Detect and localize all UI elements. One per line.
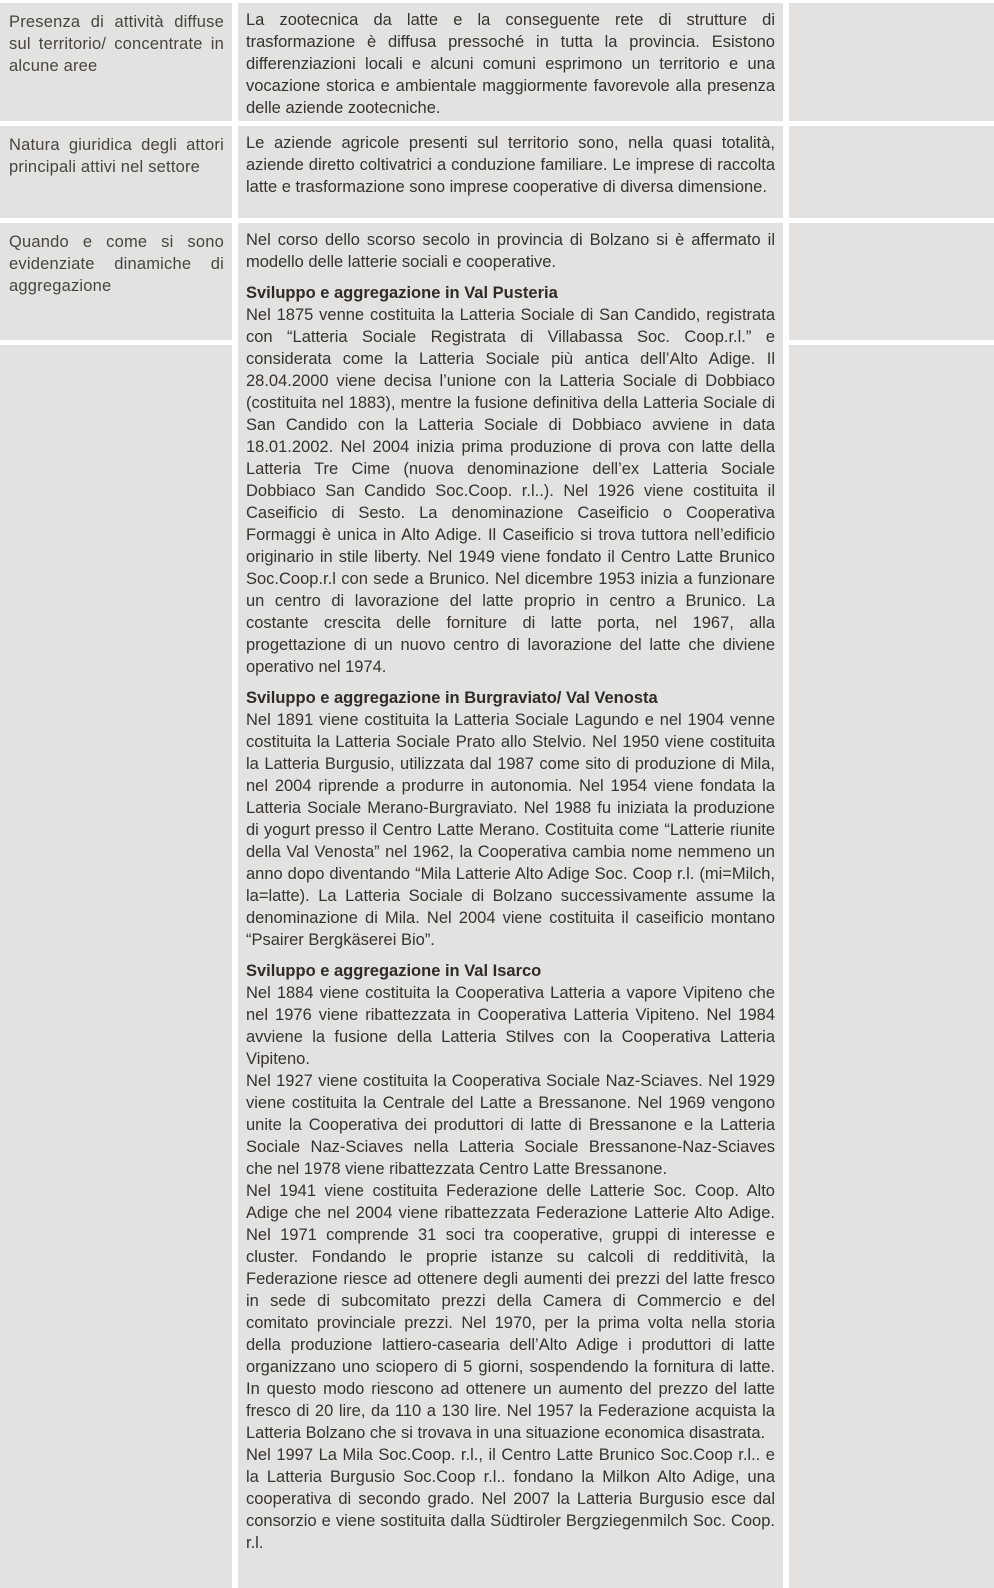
label-cell-presenza-attivita: Presenza di attività diffuse sul territorio/ concentrate in alcune aree — [0, 3, 232, 121]
paragraph: Nel 1941 viene costituita Federazione delle Latterie Soc. Coop. Alto Adige che nel 2004 viene ribattezzata Federazione Latterie Alto Adige. Nel 1971 comprende 31 soci tra cooperative, gruppi di interesse e cluster. Fondando le proprie istanze su calcoli di redditività, la Federazione riesce ad ottenere degli aumenti dei prezzi del latte fresco in sede di subcomitato prezzi della Camera di Commercio e del comitato provinciale prezzi. Nel 1970, per la prima volta nella storia della produzione lattiero-casearia dell’Alto Adige i produttori di latte organizzano uno sciopero di 5 giorni, sospendendo la fornitura di latte. In questo modo riescono ad ottenere un aumento del prezzo del latte fresco di 20 lire, da 110 a 130 lire. Nel 1957 la Federazione acquista la Latteria Bolzano che si trovava in una situazione economica disastrata. — [246, 1182, 775, 1442]
paragraph: Le aziende agricole presenti sul territorio sono, nella quasi totalità, aziende diretto coltivatrici a conduzione familiare. Le imprese di raccolta latte e trasformazione sono imprese cooperative di diversa dimensione. — [246, 134, 775, 196]
paragraph: Nel 1927 viene costituita la Cooperativa Sociale Naz-Sciaves. Nel 1929 viene costituita la Centrale del Latte a Bressanone. Nel 1969 vengono unite la Cooperativa dei produttori di latte di Bressanone e la Latteria Sociale Naz-Sciaves nella Latteria Sociale Bressanone-Naz-Sciaves che nel 1978 viene ribattezzata Centro Latte Bressanone. — [246, 1072, 775, 1178]
paragraph: Nel 1884 viene costituita la Cooperativa Latteria a vapore Vipiteno che nel 1976 viene ribattezzata in Cooperativa Latteria Vipiteno. Nel 1984 avviene la fusione della Latteria Stilves con la Cooperativa Latteria Vipiteno. — [246, 984, 775, 1068]
paragraph: Nel 1875 venne costituita la Latteria Sociale di San Candido, registrata con “Latteria Sociale Registrata di Villabassa Soc. Coop.r.l.” e considerata come la Latteria Sociale più antica dell’Alto Adige. Il 28.04.2000 viene decisa l’unione con la Latteria Sociale di Dobbiaco (costituita nel 1883), mentre la fusione definitiva della Latteria Sociale di San Candido con la Latteria Sociale di Dobbiaco avviene in data 18.01.2002. Nel 2004 inizia prima produzione di prova con latte della Latteria Tre Cime (nuova denominazione dell’ex Latteria Sociale Dobbiaco San Candido Soc.Coop. r.l..). Nel 1926 viene costituita il Caseificio di Sesto. La denominazione Caseificio o Cooperativa Formaggi è unica in Alto Adige. Il Caseificio si trova tuttora nell’edificio originario in stile liberty. Nel 1949 viene fondato il Centro Latte Brunico Soc.Coop.r.l con sede a Brunico. Nel dicembre 1953 inizia a funzionare un centro di lavorazione del latte proprio in centro a Brunico. La costante crescita delle forniture di latte porta, nel 1967, alla progettazione di un nuovo centro di lavorazione del latte che diviene operativo nel 1974. — [246, 306, 775, 676]
notes-cell-row-1 — [789, 3, 994, 121]
section-heading-val-pusteria: Sviluppo e aggregazione in Val Pusteria — [246, 284, 558, 302]
paragraph: La zootecnica da latte e la conseguente rete di strutture di trasformazione è diffusa pressoché in tutta la provincia. Esistono differenziazioni locali e alcuni comuni esprimono un territorio e una vocazione storica e ambientale maggiormente favorevole alla presenza delle aziende zootecniche. — [246, 11, 775, 117]
paragraph: Nel 1997 La Mila Soc.Coop. r.l., il Centro Latte Brunico Soc.Coop r.l.. e la Latteria Burgusio Soc.Coop r.l.. fondano la Milkon Alto Adige, una cooperativa di secondo grado. Nel 2007 la Latteria Burgusio esce dal consorzio e viene sostituita dalla Südtiroler Bergziegenmilch Soc. Coop. r.l. — [246, 1446, 775, 1552]
content-cell-dinamiche-aggregazione — [238, 223, 783, 1588]
section-heading-burgraviato-val-venosta: Sviluppo e aggregazione in Burgraviato/ Val Venosta — [246, 689, 658, 707]
label-cell-natura-giuridica: Natura giuridica degli attori principali attivi nel settore — [0, 126, 232, 218]
label-cell-dinamiche-aggregazione: Quando e come si sono evidenziate dinamiche di aggregazione — [0, 223, 232, 340]
content-cell-presenza-attivita — [238, 3, 783, 121]
label-cell-empty-continuation — [0, 345, 232, 1588]
paragraph: Nel 1891 viene costituita la Latteria Sociale Lagundo e nel 1904 venne costituita la Latteria Sociale Prato allo Stelvio. Nel 1950 viene costituita la Latteria Burgusio, utilizzata dal 1987 come sito di produzione di Mila, nel 2004 riprende a produrre in autonomia. Nel 1954 viene fondata la Latteria Sociale Merano-Burgraviato. Nel 1988 fu iniziata la produzione di yogurt presso il Centro Latte Merano. Costituita come “Latterie riunite della Val Venosta” nel 1962, la Cooperativa cambia nome nemmeno un anno dopo diventando “Mila Latterie Alto Adige Soc. Coop r.l. (mi=Milch, la=latte). La Latteria Sociale di Bolzano successivamente assume la denominazione di Mila. Nel 2004 viene costituita il caseificio montano “Psairer Bergkäserei Bio”. — [246, 711, 775, 949]
notes-cell-row-2 — [789, 126, 994, 218]
section-heading-val-isarco: Sviluppo e aggregazione in Val Isarco — [246, 962, 542, 980]
notes-cell-row-4 — [789, 345, 994, 1588]
intro-paragraph: Nel corso dello scorso secolo in provincia di Bolzano si è affermato il modello delle latterie sociali e cooperative. — [246, 231, 775, 271]
content-cell-natura-giuridica — [238, 126, 783, 218]
notes-cell-row-3 — [789, 223, 994, 340]
